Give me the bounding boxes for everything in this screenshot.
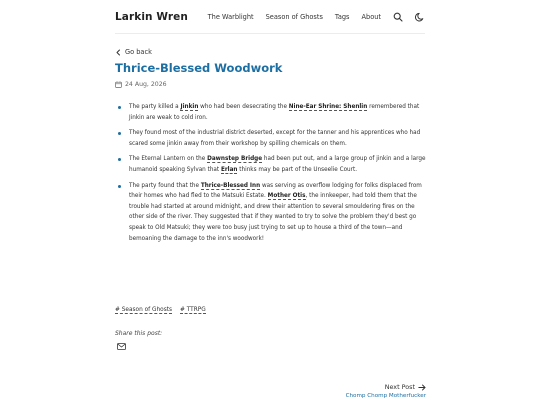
chevron-left-icon [115,49,122,56]
paragraph-text: thinks may be part of the Unseelie Court. [237,166,358,173]
next-post-link[interactable] [346,383,426,399]
paragraph-text: The party found that the [129,182,201,189]
tag-season-of-ghosts[interactable]: # Season of Ghosts [115,307,173,313]
summary-item [115,181,427,245]
next-post-label: Next Post [384,383,415,391]
bullet-dot [118,106,121,109]
bullet-dot [118,185,121,188]
go-back-link[interactable] [115,48,152,56]
main-nav [196,12,425,22]
post-title: Thrice-Blessed Woodwork [115,61,283,75]
tag-ttrpg[interactable]: # TTRPG [180,307,206,313]
go-back-label: Go back [125,48,152,56]
inline-wiki-link[interactable]: Dawnstep Bridge [207,156,263,163]
search-icon[interactable] [393,12,403,22]
post-content [115,102,427,249]
inline-wiki-link[interactable]: Thrice-Blessed Inn [200,182,261,189]
site-header [115,0,425,34]
paragraph-text: , the innkeeper, had told them that the trouble had started at around midnight, and drew their attention to several smouldering fires on the other side of the river. They suggested that if they wanted to try to solve the problem they'd best go speak to Old Matsuki; they were too busy just trying to set up to house a third of the town—and bemoaning the damage to the inn's woodwork! [129,193,417,242]
mail-icon[interactable] [117,343,126,350]
inline-wiki-link[interactable]: Erlan [220,166,238,173]
summary-item [115,102,427,123]
nav-link-warblight[interactable]: The Warblight [207,13,254,21]
post-date [115,81,167,88]
summary-list [115,102,427,244]
summary-item [115,128,427,149]
post-date-text: 24 Aug, 2026 [125,81,167,88]
paragraph-text: They found most of the industrial district deserted, except for the tanner and his apprentices who had scared some jinkin away from their workshop by spilling chemicals on them. [129,130,421,147]
share-label: Share this post: [115,330,163,337]
paragraph-text: The Eternal Lantern on the [129,156,208,163]
moon-icon[interactable] [415,12,425,22]
bullet-dot [118,158,121,161]
nav-link-tags[interactable]: Tags [334,13,350,21]
site-title[interactable]: Larkin Wren [115,11,188,23]
paragraph-text: was serving as overflow lodging for folks displaced from their homes who had fled to the Matsuki Estate. [129,182,422,200]
bullet-dot [118,132,121,135]
nav-link-season-of-ghosts[interactable]: Season of Ghosts [265,13,323,21]
summary-item [115,154,427,175]
arrow-right-icon [418,384,426,391]
calendar-icon [115,81,122,88]
inline-wiki-link[interactable]: Mother Otis [267,193,306,200]
paragraph-text: who had been desecrating the [198,104,289,110]
paragraph-text: had been put out, and a large group of jinkin and a large humanoid speaking Sylvan that [129,156,426,173]
post-tags [115,307,214,314]
next-post-label-row [346,383,426,391]
inline-wiki-link[interactable]: Jinkin [180,104,199,110]
paragraph-text: remembered that Jinkin are weak to cold iron. [129,104,420,121]
nav-link-about[interactable]: About [361,13,381,21]
paragraph-text: The party killed a [129,104,181,110]
next-post-title: Chomp Chomp Motherfucker [345,393,426,399]
inline-wiki-link[interactable]: Nine-Ear Shrine: Shenlin [288,104,368,110]
